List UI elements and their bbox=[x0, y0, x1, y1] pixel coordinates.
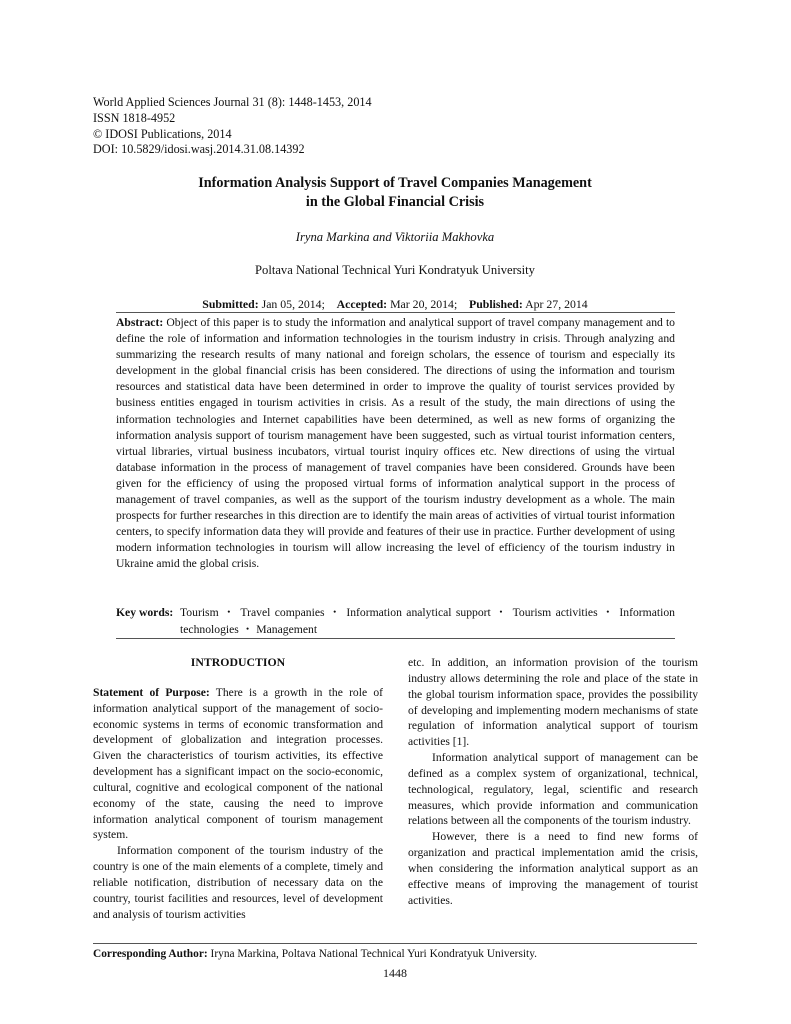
title-line-2: in the Global Financial Crisis bbox=[305, 194, 485, 210]
footer-rule bbox=[93, 943, 697, 944]
journal-citation: World Applied Sciences Journal 31 (8): 1448-1453, 2014 bbox=[93, 95, 372, 109]
issn: ISSN 1818-4952 bbox=[93, 110, 176, 125]
publication-dates bbox=[93, 297, 697, 312]
accepted-label: Accepted: bbox=[336, 297, 388, 311]
paragraph bbox=[93, 685, 383, 843]
published-date: Apr 27, 2014 bbox=[525, 297, 588, 311]
statement-of-purpose-label: Statement of Purpose: bbox=[93, 685, 210, 699]
copyright: © IDOSI Publications, 2014 bbox=[93, 126, 232, 141]
accepted-date: Mar 20, 2014; bbox=[390, 297, 458, 311]
paragraph: etc. In addition, an information provision of the tourism industry allows determining the role and place of the state in the global tourism information space, provides the possibility of developing and implementing modern mechanisms of state regulation of information analytical support of tourism activities [1]. bbox=[408, 656, 698, 749]
paper-title bbox=[93, 174, 697, 212]
doi: DOI: 10.5829/idosi.wasj.2014.31.08.14392 bbox=[93, 142, 305, 157]
affiliation: Poltava National Technical Yuri Kondratyuk University bbox=[255, 263, 535, 277]
corresponding-author-label: Corresponding Author: bbox=[93, 948, 208, 960]
abstract bbox=[116, 315, 675, 573]
corresponding-author-text: Iryna Markina, Poltava National Technical Yuri Kondratyuk University. bbox=[210, 948, 538, 960]
keywords-label: Key words: bbox=[116, 606, 174, 619]
keywords-list: Tourism ・ Travel companies ・ Information analytical support ・ Tourism activities ・ Information technologies ・ Management bbox=[180, 606, 675, 636]
submitted-label: Submitted: bbox=[202, 297, 259, 311]
submitted-date: Jan 05, 2014; bbox=[261, 297, 325, 311]
paragraph: Information component of the tourism industry of the country is one of the main elements of a complete, timely and reliable notification, distribution of necessary data on the country, tourist facilities and resources, level of development and analysis of tourism activities bbox=[93, 844, 383, 921]
corresponding-author bbox=[93, 948, 697, 960]
published-label: Published: bbox=[469, 297, 523, 311]
abstract-text: Object of this paper is to study the information and analytical support of travel company management and to define the role of information and information technologies in the tourism industry in crisis. Through analyzing and summarizing the research results of many national and foreign scholars, the essence of tourism and especially its development in the global financial crisis has been considered. The directions of using the information and tourism resources and statistical data have been determined in order to improve the quality of tourist services provided by business entities engaged in tourism activities in crisis. As a result of the study, the main directions of using the information technologies and Internet capabilities have been determined, as well as new forms of organizing the information analysis support of tourism management have been suggested, such as virtual tourist information centers, virtual libraries, virtual business incubators, virtual tourist inquiry offices etc. New directions of using the virtual database information in the process of management of travel companies have been considered. Grounds have been given for the efficiency of using the proposed virtual forms of information analytical support in the process of management of travel companies, as well as the support of the tourism industry development as a whole. The main prospects for further researches in this direction are to identify the main areas of activities of virtual tourist information centers, to specify information data they will provide and features of their use in practice. Further development of using modern information technologies in tourism will allow increasing the level of efficiency of the tourism industry in Ukraine amid the global crisis. bbox=[116, 316, 675, 571]
paragraph-text: There is a growth in the role of information analytical support of the management of socio-economic systems in terms of economic transformation and development of globalization and integration processes. Given the characteristics of tourism activities, its effective development has a significant impact on the socio-economic, cultural, cognitive and ecological component of the national economy of the state, causing the need to improve information analytical component of tourism management system. bbox=[93, 685, 383, 842]
abstract-top-rule bbox=[116, 312, 675, 313]
keywords bbox=[116, 605, 675, 638]
section-heading-introduction: INTRODUCTION bbox=[190, 655, 286, 669]
journal-header bbox=[93, 95, 493, 158]
paragraph: Information analytical support of management can be defined as a complex system of organizational, technical, technological, regulatory, legal, scientific and research measures, which provide information and communication relations between all the components of the tourism industry. bbox=[408, 751, 698, 828]
left-column bbox=[93, 655, 383, 923]
right-column bbox=[408, 655, 698, 909]
keywords-bottom-rule bbox=[116, 638, 675, 639]
title-line-1: Information Analysis Support of Travel Companies Management bbox=[198, 175, 592, 191]
page-number: 1448 bbox=[383, 966, 407, 980]
paragraph: However, there is a need to find new forms of organization and practical implementation amid the crisis, when considering the information analytical support as an effective means of improving the management of tourist activities. bbox=[408, 830, 698, 907]
authors: Iryna Markina and Viktoriia Makhovka bbox=[295, 230, 495, 244]
abstract-label: Abstract: bbox=[116, 316, 164, 329]
